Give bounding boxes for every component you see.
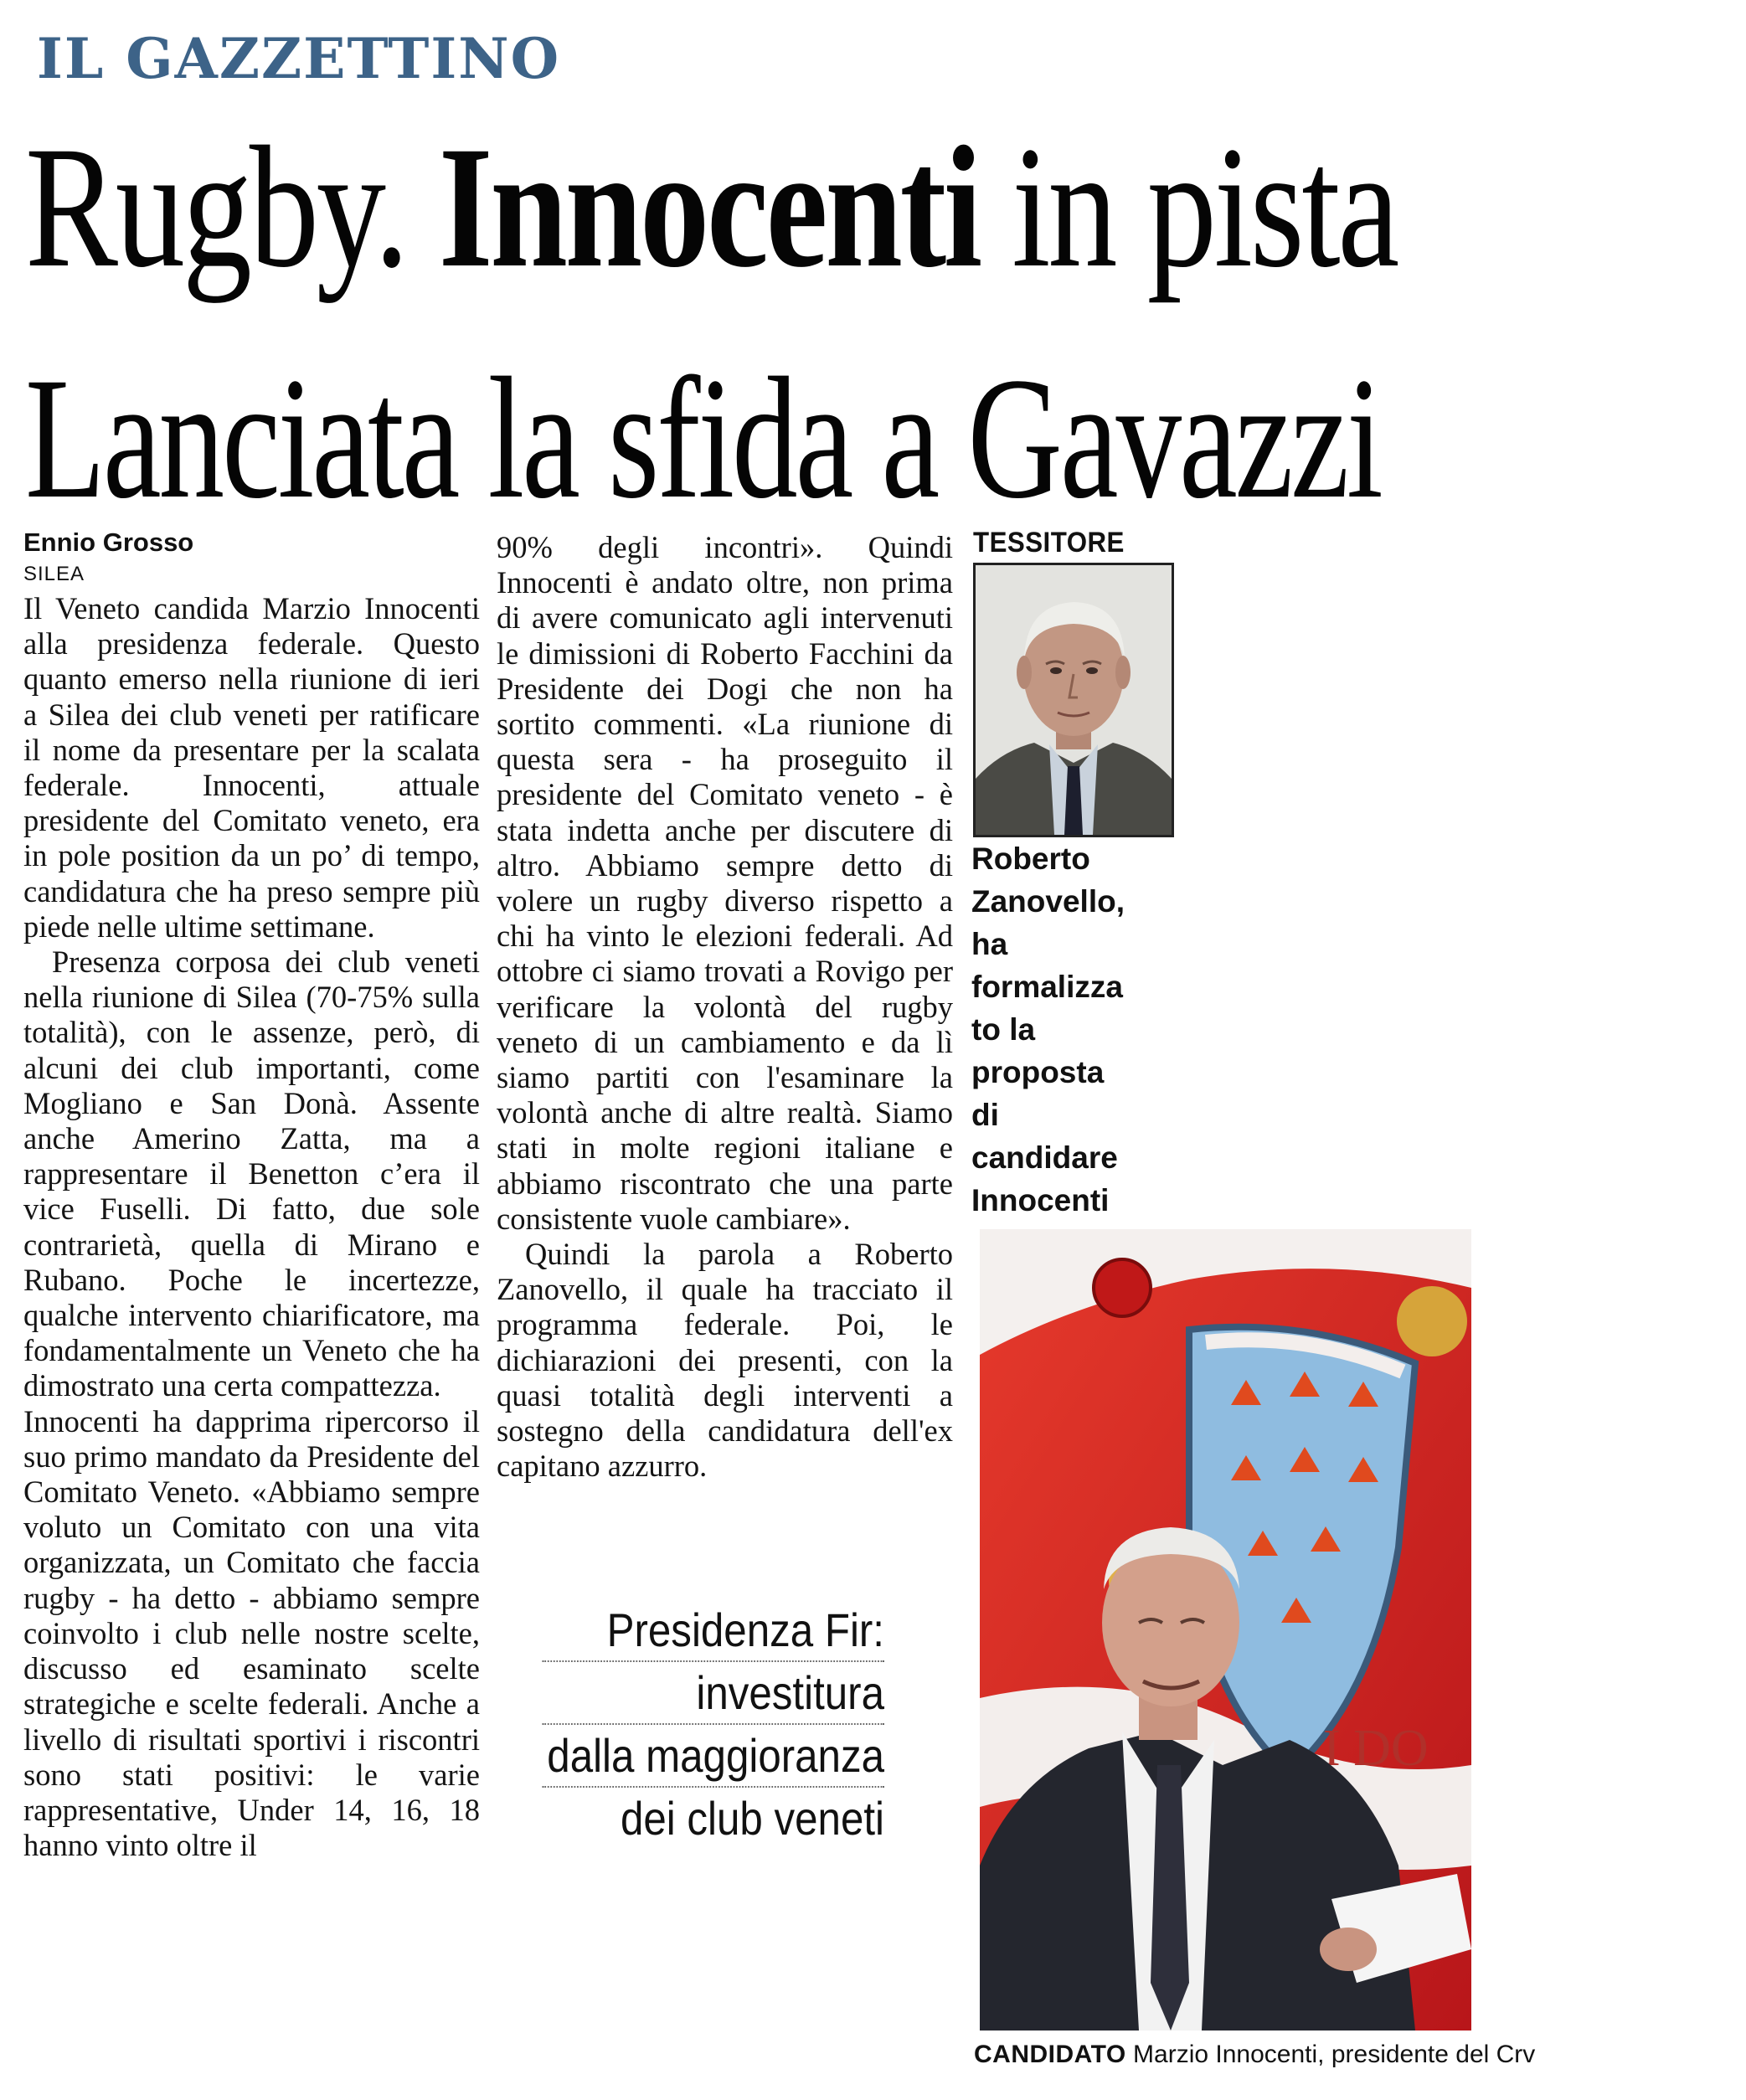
pull-quote (496, 1599, 884, 1849)
paragraph: Presenza corposa dei club veneti nella riunione di Silea (70-75% sulla totalità), con le assenze, però, di alcuni dei club importanti, come Mogliano e San Donà. Assente anche Amerino Zatta, ma a rappresentare il Benetton c’era il vice Fuselli. Di fatto, due sole contrarietà, quella di Mirano e Rubano. Poche le incertezze, qualche intervento chiarificatore, ma fondamentalmente un Veneto che ha dimostrato una certa compattezza. (23, 944, 480, 1403)
sidebar-label: TESSITORE (973, 527, 1125, 558)
caption-line: formalizza (971, 970, 1123, 1004)
pull-quote-line: Presidenza Fir: (543, 1599, 884, 1662)
byline-place: SILEA (23, 563, 85, 585)
portrait-photo (973, 563, 1174, 837)
main-photo (980, 1229, 1471, 2031)
caption-line: to la (971, 1012, 1036, 1047)
main-photo-illustration (980, 1229, 1471, 2031)
headline-line-1 (25, 111, 1398, 303)
caption-line: candidare (971, 1140, 1118, 1175)
caption-line: di (971, 1098, 999, 1132)
caption-line: Roberto (971, 842, 1090, 876)
paragraph: 90% degli incontri». Quindi Innocenti è andato oltre, non prima di avere comunicato agli intervenuti le dimissioni di Roberto Facchini da Presidente dei Dogi che non ha sortito commenti. «La riunione di questa sera - ha proseguito il presidente del Comitato veneto - è stata indetta anche per discutere di altro. Abbiamo sempre detto di volere un rugby diverso rispetto a chi ha vinto le elezioni federali. Ad ottobre ci siamo trovati a Rovigo per verificare la volontà del rugby veneto di un cambiamento e da lì siamo partiti con l'esaminare la volontà anche di altre realtà. Siamo stati in molte regioni italiane e abbiamo riscontrato che una parte consistente vuole cambiare». (497, 530, 953, 1236)
byline-author: Ennio Grosso (23, 528, 194, 557)
article-column-1 (23, 591, 480, 1863)
headline-part-a: Rugby. (25, 111, 439, 303)
banner-sign-text: I DO (1323, 1720, 1429, 1777)
caption-line: Zanovello, (971, 884, 1125, 919)
photo-caption (974, 2040, 1535, 2070)
caption-line: proposta (971, 1055, 1105, 1089)
paragraph: Il Veneto candida Marzio Innocenti alla presidenza federale. Questo quanto emerso nella riunione di ieri a Silea dei club veneti per ratificare il nome da presentare per la scalata federale. Innocenti, attuale presidente del Comitato veneto, era in pole position da un po’ di tempo, candidatura che ha preso sempre più piede nelle ultime settimane. (23, 591, 480, 944)
paragraph: Quindi la parola a Roberto Zanovello, il quale ha tracciato il programma federale. Poi, le dichiarazioni dei presenti, con la quasi totalità degli interventi a sostegno della candidatura dell'ex capitano azzurro. (497, 1237, 953, 1484)
pull-quote-line: investitura (543, 1662, 884, 1725)
headline-part-c: in pista (979, 111, 1398, 303)
article-column-2 (497, 530, 953, 1484)
caption-line: ha (971, 927, 1008, 961)
caption-line: Innocenti (971, 1183, 1110, 1217)
photo-caption-label: CANDIDATO (974, 2041, 1126, 2068)
headline-line-2: Lanciata la sfida a Gavazzi (25, 342, 1381, 534)
paragraph: Innocenti ha dapprima ripercorso il suo primo mandato da Presidente del Comitato Veneto. «Abbiamo sempre voluto un Comitato con una vita organizzata, un Comitato che faccia rugby - ha detto - abbiamo sempre coinvolto i club nelle nostre scelte, discusso ed esaminato scelte strategiche e scelte federali. Anche a livello di risultati sportivi i riscontri sono stati positivi: le varie rappresentative, Under 14, 16, 18 hanno vinto oltre il (23, 1403, 480, 1863)
sidebar-caption (971, 837, 1164, 1222)
masthead-logo: IL GAZZETTINO (37, 26, 561, 91)
photo-caption-text: Marzio Innocenti, presidente del Crv (1125, 2041, 1536, 2068)
headline-part-b: Innocenti (438, 111, 980, 303)
portrait-illustration (976, 565, 1172, 835)
pull-quote-line: dalla maggioranza (543, 1725, 884, 1788)
pull-quote-line: dei club veneti (620, 1792, 884, 1845)
